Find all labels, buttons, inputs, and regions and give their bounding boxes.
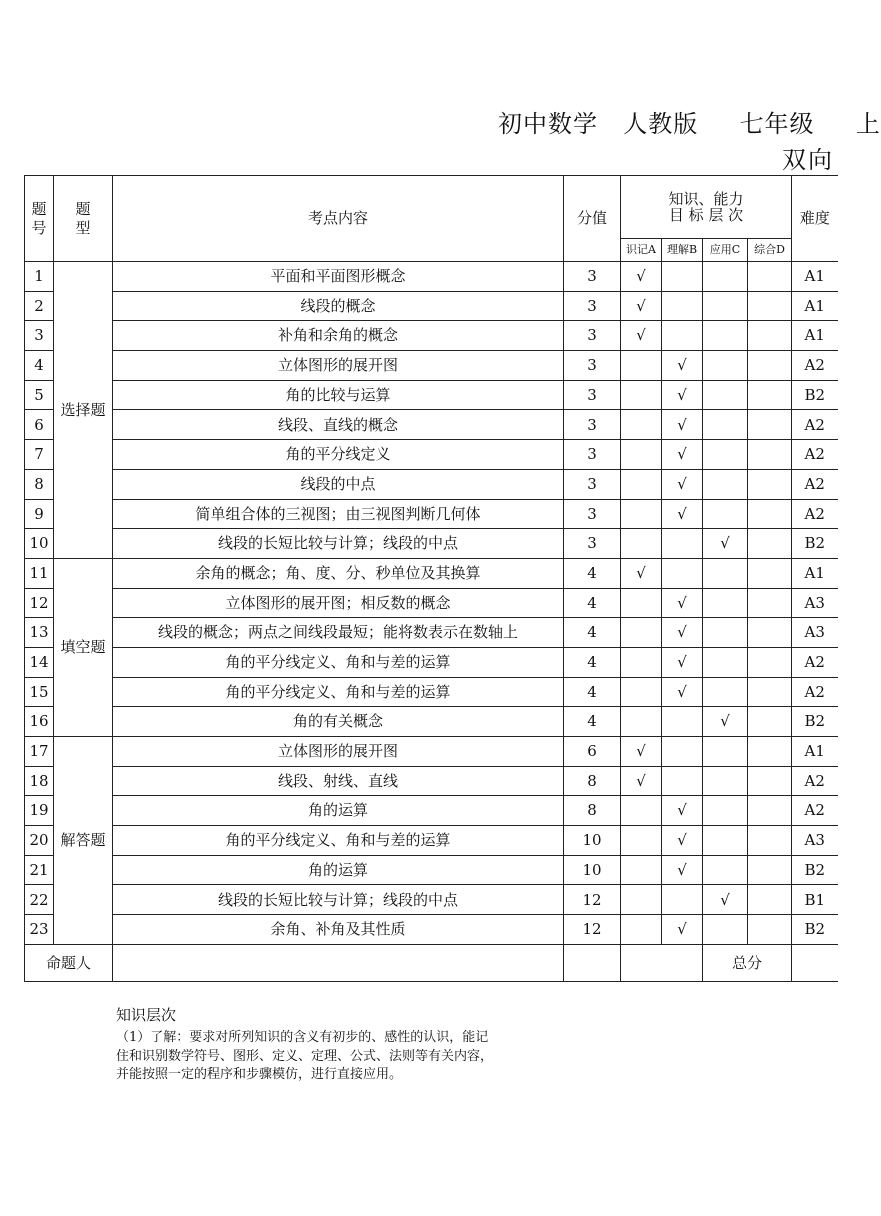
level-cell-empty: [662, 766, 703, 796]
table-row: [25, 558, 838, 588]
level-cell-empty: [748, 321, 792, 351]
level-cell-empty: [748, 796, 792, 826]
topic-content: 平面和平面图形概念: [113, 262, 564, 292]
score-value: 3: [564, 351, 621, 381]
level-cell-empty: [748, 707, 792, 737]
level-cell-empty: [748, 885, 792, 915]
question-number: 5: [25, 380, 54, 410]
level-check-mark: √: [703, 707, 748, 737]
level-cell-empty: [703, 380, 748, 410]
level-cell-empty: [703, 588, 748, 618]
score-value: 8: [564, 766, 621, 796]
table-row: [25, 826, 838, 856]
level-check-mark: √: [621, 262, 662, 292]
level-cell-empty: [703, 618, 748, 648]
level-cell-empty: [621, 351, 662, 381]
question-number: 18: [25, 766, 54, 796]
difficulty-value: A1: [792, 321, 838, 351]
level-cell-empty: [621, 796, 662, 826]
level-cell-empty: [748, 440, 792, 470]
question-number: 13: [25, 618, 54, 648]
score-value: 3: [564, 469, 621, 499]
level-check-mark: √: [662, 380, 703, 410]
topic-content: 角的平分线定义: [113, 440, 564, 470]
notes-line-1: （1）了解：要求对所列知识的含义有初步的、感性的认识，能记: [116, 1030, 489, 1045]
score-value: 8: [564, 796, 621, 826]
score-value: 12: [564, 885, 621, 915]
level-check-mark: √: [662, 469, 703, 499]
page-title-line2: [782, 140, 834, 175]
table-row: [25, 766, 838, 796]
level-cell-empty: [703, 855, 748, 885]
topic-content: 线段的概念；两点之间线段最短；能将数表示在数轴上: [113, 618, 564, 648]
level-check-mark: √: [662, 796, 703, 826]
score-value: 4: [564, 618, 621, 648]
score-value: 10: [564, 826, 621, 856]
topic-content: 线段的长短比较与计算；线段的中点: [113, 885, 564, 915]
topic-content: 线段的中点: [113, 469, 564, 499]
level-cell-empty: [703, 262, 748, 292]
footer-blank: [564, 944, 621, 981]
level-cell-empty: [662, 737, 703, 767]
question-type: 解答题: [54, 737, 113, 945]
level-cell-empty: [662, 885, 703, 915]
topic-content: 余角的概念；角、度、分、秒单位及其换算: [113, 558, 564, 588]
question-number: 2: [25, 291, 54, 321]
level-cell-empty: [662, 262, 703, 292]
author-label: 命题人: [25, 944, 113, 981]
difficulty-value: A2: [792, 469, 838, 499]
level-understand: 理解B: [662, 239, 703, 262]
question-type: 选择题: [54, 262, 113, 559]
level-check-mark: √: [621, 321, 662, 351]
question-number: 1: [25, 262, 54, 292]
difficulty-value: B2: [792, 380, 838, 410]
level-cell-empty: [748, 262, 792, 292]
difficulty-value: B1: [792, 885, 838, 915]
difficulty-value: B2: [792, 855, 838, 885]
topic-content: 角的比较与运算: [113, 380, 564, 410]
level-check-mark: √: [662, 499, 703, 529]
table-row: [25, 737, 838, 767]
table-row: [25, 380, 838, 410]
level-cell-empty: [748, 855, 792, 885]
difficulty-value: A1: [792, 558, 838, 588]
title-edition: 人教版: [623, 110, 699, 138]
level-cell-empty: [748, 380, 792, 410]
table-row: [25, 915, 838, 945]
header-row: [25, 176, 838, 239]
question-number: 10: [25, 529, 54, 559]
topic-content: 线段、射线、直线: [113, 766, 564, 796]
table-row: [25, 647, 838, 677]
score-value: 3: [564, 291, 621, 321]
header-type-char1: 题: [75, 199, 91, 218]
topic-content: 线段、直线的概念: [113, 410, 564, 440]
level-cell-empty: [703, 737, 748, 767]
level-apply: 应用C: [703, 239, 748, 262]
header-num: [25, 176, 54, 262]
level-cell-empty: [621, 915, 662, 945]
topic-content: 立体图形的展开图；相反数的概念: [113, 588, 564, 618]
level-cell-empty: [703, 351, 748, 381]
score-value: 4: [564, 558, 621, 588]
question-number: 21: [25, 855, 54, 885]
level-check-mark: √: [621, 558, 662, 588]
level-cell-empty: [621, 826, 662, 856]
level-check-mark: √: [662, 440, 703, 470]
level-cell-empty: [621, 588, 662, 618]
level-cell-empty: [748, 291, 792, 321]
level-cell-empty: [703, 469, 748, 499]
level-cell-empty: [703, 440, 748, 470]
level-cell-empty: [621, 677, 662, 707]
page-title-line1: [498, 104, 881, 139]
question-number: 14: [25, 647, 54, 677]
level-cell-empty: [621, 885, 662, 915]
table-row: [25, 291, 838, 321]
table-row: [25, 796, 838, 826]
level-cell-empty: [748, 618, 792, 648]
level-cell-empty: [621, 855, 662, 885]
level-cell-empty: [703, 766, 748, 796]
difficulty-value: A3: [792, 826, 838, 856]
notes-heading: 知识层次: [116, 1006, 177, 1024]
level-cell-empty: [748, 558, 792, 588]
level-cell-empty: [621, 380, 662, 410]
level-cell-empty: [748, 410, 792, 440]
level-check-mark: √: [703, 529, 748, 559]
level-cell-empty: [703, 677, 748, 707]
level-cell-empty: [621, 410, 662, 440]
question-number: 3: [25, 321, 54, 351]
score-value: 4: [564, 647, 621, 677]
level-cell-empty: [621, 529, 662, 559]
question-number: 15: [25, 677, 54, 707]
difficulty-value: A2: [792, 410, 838, 440]
score-value: 3: [564, 529, 621, 559]
level-cell-empty: [703, 558, 748, 588]
score-value: 3: [564, 380, 621, 410]
level-cell-empty: [748, 529, 792, 559]
question-number: 19: [25, 796, 54, 826]
level-check-mark: √: [621, 291, 662, 321]
table-row: [25, 855, 838, 885]
table-row: [25, 885, 838, 915]
title-line2-text: 双向: [782, 146, 834, 174]
difficulty-value: A1: [792, 291, 838, 321]
score-value: 3: [564, 321, 621, 351]
table-row: [25, 469, 838, 499]
difficulty-value: A2: [792, 351, 838, 381]
total-value: [792, 944, 838, 981]
topic-content: 简单组合体的三视图；由三视图判断几何体: [113, 499, 564, 529]
topic-content: 角的平分线定义、角和与差的运算: [113, 647, 564, 677]
topic-content: 角的平分线定义、角和与差的运算: [113, 826, 564, 856]
level-cell-empty: [621, 440, 662, 470]
table-row: [25, 499, 838, 529]
difficulty-value: A2: [792, 796, 838, 826]
table-row: [25, 529, 838, 559]
question-type: 填空题: [54, 558, 113, 736]
title-term: 上: [855, 110, 881, 138]
level-check-mark: √: [703, 885, 748, 915]
header-knowledge-line2: 目 标 层 次: [668, 206, 744, 224]
question-number: 23: [25, 915, 54, 945]
header-content: 考点内容: [113, 176, 564, 262]
question-number: 22: [25, 885, 54, 915]
level-cell-empty: [621, 618, 662, 648]
level-check-mark: √: [662, 351, 703, 381]
header-knowledge-line1: 知识、能力: [668, 189, 744, 208]
table-row: [25, 410, 838, 440]
table-row: [25, 707, 838, 737]
difficulty-value: A2: [792, 499, 838, 529]
topic-content: 角的运算: [113, 796, 564, 826]
header-score: 分值: [564, 176, 621, 262]
title-subject: 初中数学: [498, 110, 598, 138]
level-check-mark: √: [662, 588, 703, 618]
footer-blank-2: [621, 944, 703, 981]
question-number: 11: [25, 558, 54, 588]
level-cell-empty: [748, 766, 792, 796]
title-grade: 七年级: [739, 110, 815, 138]
header-difficulty: 难度: [792, 176, 838, 262]
level-cell-empty: [703, 410, 748, 440]
score-value: 4: [564, 677, 621, 707]
level-cell-empty: [662, 707, 703, 737]
header-type-char2: 型: [75, 218, 91, 237]
topic-content: 角的有关概念: [113, 707, 564, 737]
level-check-mark: √: [621, 737, 662, 767]
author-value: [113, 944, 564, 981]
difficulty-value: A2: [792, 440, 838, 470]
header-knowledge: [621, 176, 792, 239]
topic-content: 立体图形的展开图: [113, 351, 564, 381]
question-number: 17: [25, 737, 54, 767]
score-value: 3: [564, 440, 621, 470]
notes-line-3: 并能按照一定的程序和步骤模仿，进行直接应用。: [116, 1067, 403, 1082]
table-row: [25, 262, 838, 292]
score-value: 4: [564, 588, 621, 618]
score-value: 3: [564, 499, 621, 529]
spec-table: [24, 175, 838, 982]
level-synthesize: 综合D: [748, 239, 792, 262]
level-cell-empty: [703, 499, 748, 529]
level-cell-empty: [748, 826, 792, 856]
score-value: 3: [564, 262, 621, 292]
level-cell-empty: [748, 469, 792, 499]
level-cell-empty: [621, 499, 662, 529]
total-label: 总分: [703, 944, 792, 981]
question-number: 12: [25, 588, 54, 618]
level-check-mark: √: [662, 618, 703, 648]
level-check-mark: √: [662, 826, 703, 856]
score-value: 3: [564, 410, 621, 440]
level-cell-empty: [662, 558, 703, 588]
question-number: 8: [25, 469, 54, 499]
level-cell-empty: [703, 826, 748, 856]
knowledge-notes: [116, 1004, 493, 1085]
question-number: 7: [25, 440, 54, 470]
difficulty-value: A1: [792, 262, 838, 292]
spec-table-body: [25, 176, 838, 982]
level-cell-empty: [748, 499, 792, 529]
level-cell-empty: [748, 647, 792, 677]
level-cell-empty: [748, 915, 792, 945]
level-cell-empty: [703, 321, 748, 351]
table-row: [25, 588, 838, 618]
level-cell-empty: [662, 321, 703, 351]
question-number: 4: [25, 351, 54, 381]
level-check-mark: √: [662, 915, 703, 945]
level-cell-empty: [748, 737, 792, 767]
topic-content: 补角和余角的概念: [113, 321, 564, 351]
difficulty-value: B2: [792, 529, 838, 559]
difficulty-value: A2: [792, 647, 838, 677]
topic-content: 角的平分线定义、角和与差的运算: [113, 677, 564, 707]
level-cell-empty: [621, 469, 662, 499]
difficulty-value: B2: [792, 915, 838, 945]
topic-content: 角的运算: [113, 855, 564, 885]
level-check-mark: √: [662, 677, 703, 707]
level-cell-empty: [703, 291, 748, 321]
level-check-mark: √: [662, 855, 703, 885]
difficulty-value: A2: [792, 677, 838, 707]
question-number: 9: [25, 499, 54, 529]
table-row: [25, 351, 838, 381]
level-cell-empty: [662, 529, 703, 559]
level-check-mark: √: [621, 766, 662, 796]
score-value: 6: [564, 737, 621, 767]
level-recall: 识记A: [621, 239, 662, 262]
difficulty-value: A3: [792, 618, 838, 648]
score-value: 4: [564, 707, 621, 737]
header-type: [54, 176, 113, 262]
difficulty-value: A1: [792, 737, 838, 767]
notes-line-2: 住和识别数学符号、图形、定义、定理、公式、法则等有关内容，: [116, 1048, 494, 1064]
score-value: 12: [564, 915, 621, 945]
score-value: 10: [564, 855, 621, 885]
difficulty-value: B2: [792, 707, 838, 737]
level-cell-empty: [703, 915, 748, 945]
question-number: 6: [25, 410, 54, 440]
table-row: [25, 618, 838, 648]
topic-content: 线段的长短比较与计算；线段的中点: [113, 529, 564, 559]
level-cell-empty: [748, 588, 792, 618]
level-cell-empty: [748, 351, 792, 381]
level-cell-empty: [703, 647, 748, 677]
level-check-mark: √: [662, 647, 703, 677]
footer-row: [25, 944, 838, 981]
level-cell-empty: [621, 707, 662, 737]
level-cell-empty: [703, 796, 748, 826]
level-cell-empty: [621, 647, 662, 677]
difficulty-value: A3: [792, 588, 838, 618]
question-number: 20: [25, 826, 54, 856]
header-num-char1: 题: [31, 199, 47, 218]
table-row: [25, 321, 838, 351]
level-cell-empty: [748, 677, 792, 707]
level-check-mark: √: [662, 410, 703, 440]
question-number: 16: [25, 707, 54, 737]
topic-content: 立体图形的展开图: [113, 737, 564, 767]
topic-content: 余角、补角及其性质: [113, 915, 564, 945]
table-row: [25, 440, 838, 470]
level-cell-empty: [662, 291, 703, 321]
topic-content: 线段的概念: [113, 291, 564, 321]
difficulty-value: A2: [792, 766, 838, 796]
table-row: [25, 677, 838, 707]
header-num-char2: 号: [31, 218, 47, 237]
